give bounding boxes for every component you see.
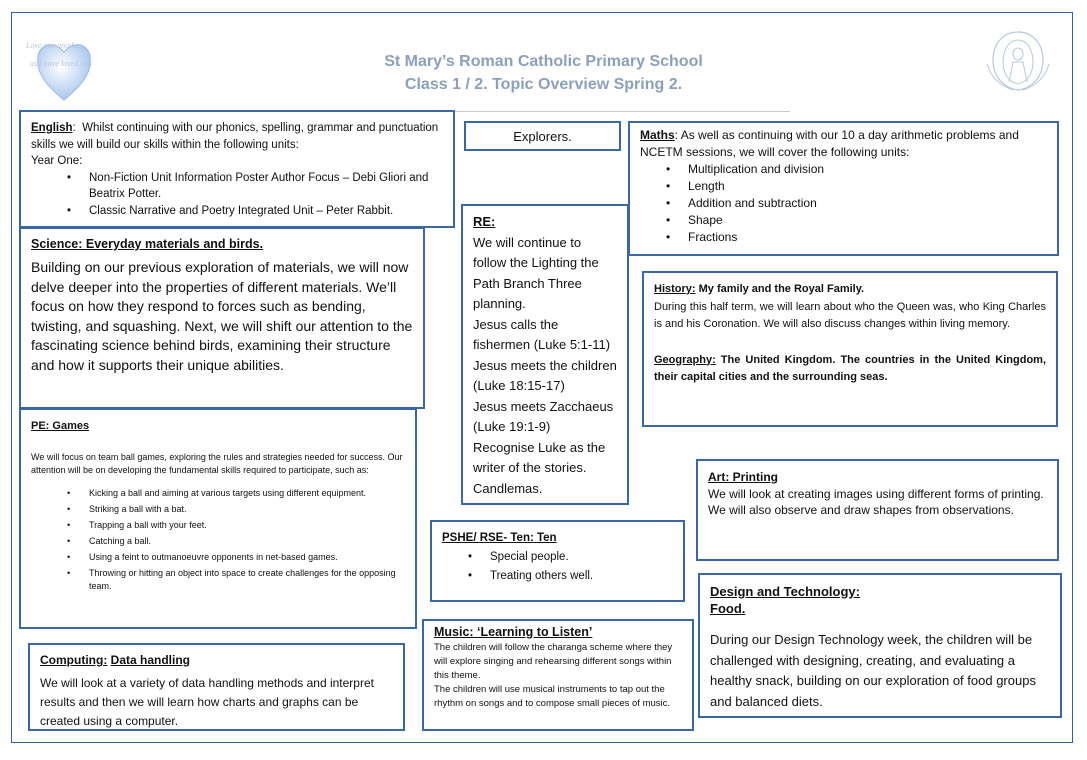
pshe-list bbox=[490, 548, 673, 586]
re-line: Recognise Luke as the writer of the stories. bbox=[473, 439, 606, 475]
design-technology-box bbox=[698, 573, 1062, 718]
list-item: • Multiplication and division bbox=[688, 161, 1047, 178]
art-line: We will also observe and draw shapes from observations. bbox=[708, 503, 1014, 517]
topic-explorers-box bbox=[464, 121, 621, 151]
list-item: • Kicking a ball and aiming at various targets using different equipment. bbox=[89, 487, 405, 500]
art-heading: Art: Printing bbox=[708, 470, 778, 484]
re-line: Jesus calls the fishermen (Luke 5:1-11) bbox=[473, 316, 611, 352]
english-intro: English: Whilst continuing with our phonics, spelling, grammar and punctuation skills we will build our skills within the following units: bbox=[31, 122, 439, 151]
list-item: • Special people. bbox=[490, 548, 673, 567]
geography-heading: Geography: bbox=[654, 353, 716, 366]
school-title: St Mary’s Roman Catholic Primary School bbox=[384, 53, 703, 70]
english-list bbox=[89, 170, 443, 220]
history-heading: History: bbox=[654, 283, 696, 295]
science-box bbox=[19, 227, 425, 409]
list-item: • Classic Narrative and Poetry Integrated Unit – Peter Rabbit. bbox=[89, 203, 443, 220]
list-item: • Catching a ball. bbox=[89, 535, 405, 548]
english-year: Year One: bbox=[31, 155, 83, 167]
geography-body: The United Kingdom. The countries in the United Kingdom, their capital cities and the surrounding seas. bbox=[654, 353, 1046, 383]
maths-heading: Maths bbox=[640, 128, 675, 142]
dt-subheading: Food. bbox=[710, 601, 746, 616]
dt-body: During our Design Technology week, the children will be challenged with designing, creating, and evaluating a healthy snack, building on our exploration of food groups and balanced diets. bbox=[710, 632, 1036, 709]
music-box bbox=[422, 619, 694, 731]
re-box bbox=[461, 204, 629, 505]
list-item: • Non-Fiction Unit Information Poster Author Focus – Debi Gliori and Beatrix Potter. bbox=[89, 170, 443, 203]
computing-heading: Computing: bbox=[40, 653, 108, 667]
music-heading: Music: ‘Learning to Listen’ bbox=[434, 625, 593, 639]
re-line: Jesus meets Zacchaeus (Luke 19:1-9) bbox=[473, 398, 614, 434]
list-item: • Using a feint to outmanoeuvre opponents in net-based games. bbox=[89, 551, 405, 564]
list-item: • Shape bbox=[688, 212, 1047, 229]
english-box bbox=[19, 110, 455, 228]
maths-intro: As well as continuing with our 10 a day arithmetic problems and NCETM sessions, we will cover the following units: bbox=[640, 128, 1019, 159]
maths-box: Maths: As well as continuing with our 10 a day arithmetic problems and NCETM sessions, we will cover the following units: • Multiplication and division • Length • Addition and subtraction • Shape • Fractions bbox=[628, 121, 1059, 256]
music-para: The children will follow the charanga scheme where they will explore singing and rehearsing different songs within this theme. bbox=[434, 642, 673, 681]
english-heading: English bbox=[31, 122, 73, 134]
english-intro-text: Whilst continuing with our phonics, spelling, grammar and punctuation skills we will build our skills within the following units: bbox=[31, 122, 439, 151]
art-box bbox=[696, 459, 1059, 561]
computing-box bbox=[28, 643, 405, 731]
art-line: We will look at creating images using different forms of printing. bbox=[708, 486, 1044, 501]
list-item: • Treating others well. bbox=[490, 567, 673, 586]
re-heading: RE: bbox=[473, 214, 496, 229]
music-para: The children will use musical instruments to tap out the rhythm on songs and to compose small pieces of music. bbox=[434, 684, 671, 709]
computing-body: We will look at a variety of data handling methods and interpret results and then we will learn how charts and graphs can be created using a computer. bbox=[40, 676, 374, 728]
list-item: • Addition and subtraction bbox=[688, 195, 1047, 212]
list-item: • Striking a ball with a bat. bbox=[89, 503, 405, 516]
pe-box bbox=[19, 408, 417, 629]
dt-heading: Design and Technology: bbox=[710, 584, 860, 599]
topic-label: Explorers. bbox=[513, 129, 572, 144]
list-item: • Fractions bbox=[688, 229, 1047, 246]
maths-list bbox=[688, 161, 1047, 246]
pshe-box bbox=[430, 520, 685, 602]
heart-logo-text-2: as I have loved you bbox=[30, 59, 92, 68]
pe-intro: We will focus on team ball games, exploring the rules and strategies needed for success. Our attention will be on developing the fundamental skills required to participate, such as: bbox=[31, 452, 403, 475]
heart-logo-text-1: Love one another, bbox=[26, 41, 84, 50]
list-item: • Length bbox=[688, 178, 1047, 195]
computing-topic: Data handling bbox=[110, 653, 190, 667]
pe-list bbox=[89, 487, 405, 593]
science-heading: Science: Everyday materials and birds. bbox=[31, 237, 264, 251]
re-line: We will continue to follow the Lighting the Path Branch Three planning. bbox=[473, 234, 599, 311]
history-topic: My family and the Royal Family. bbox=[698, 283, 865, 295]
list-item: • Trapping a ball with your feet. bbox=[89, 519, 405, 532]
science-body: Building on our previous exploration of materials, we will now delve deeper into the properties of different materials. We’ll focus on how they respond to forces such as bending, twisting, and squashing. Next, we will shift our attention to the fascinating science behind birds, examining their structure and how it supports their unique abilities. bbox=[31, 259, 413, 373]
pshe-heading: PSHE/ RSE- Ten: Ten bbox=[442, 532, 557, 544]
re-line: Jesus meets the children (Luke 18:15-17) bbox=[473, 357, 617, 393]
history-body: During this half term, we will learn about who the Queen was, who King Charles is and his Coronation. We will also discuss changes within living memory. bbox=[654, 300, 1046, 330]
title-divider bbox=[420, 111, 790, 112]
re-line: Candlemas. bbox=[473, 480, 543, 496]
list-item: • Throwing or hitting an object into space to create challenges for the opposing team. bbox=[89, 567, 405, 593]
history-geography-box bbox=[642, 271, 1058, 427]
pe-heading: PE: Games bbox=[31, 420, 90, 432]
page-subtitle: Class 1 / 2. Topic Overview Spring 2. bbox=[404, 76, 683, 93]
